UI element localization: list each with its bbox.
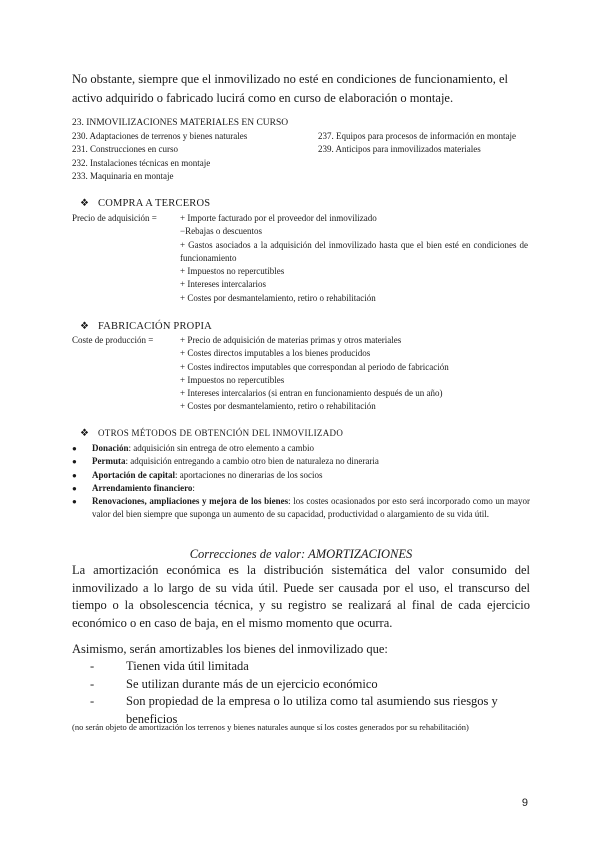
bullet-icon: ● — [72, 444, 77, 453]
list-item: + Costes por desmantelamiento, retiro o rehabilitación — [180, 401, 376, 412]
definition: : adquisición sin entrega de otro elemento a cambio — [128, 443, 314, 453]
list-item: + Intereses intercalarios (si entran en funcionamiento después de un año) — [180, 388, 443, 399]
amortizaciones-paragraph-1: La amortización económica es la distribución sistemática del valor consumido del inmovilizado a lo largo de su vida útil. Puede ser causada por el uso, el transcurso del tiempo o la obsolescencia técnica, y su registro se realizará al final de cada ejercicio económico o en caso de baja, en el mismo momento que ocurra. — [72, 563, 530, 630]
amortizaciones-title: Correcciones de valor: AMORTIZACIONES — [189, 547, 413, 561]
compra-title: COMPRA A TERCEROS — [98, 198, 211, 209]
dash-marker: - — [90, 694, 95, 708]
bullet-icon: ● — [72, 497, 77, 507]
amortizables-list — [72, 658, 530, 728]
term: Permuta — [92, 456, 126, 467]
diamond-icon: ❖ — [80, 198, 90, 209]
term: Aportación de capital — [92, 469, 175, 480]
term: Renovaciones, ampliaciones y mejora de los bienes — [92, 496, 289, 507]
diamond-icon: ❖ — [80, 321, 90, 332]
list-item: + Gastos asociados a la adquisición del inmovilizado hasta que el bien esté en condiciones de funcionamiento — [180, 239, 528, 263]
list-item — [72, 442, 530, 455]
list-item — [72, 658, 530, 676]
list-item: + Impuestos no repercutibles — [180, 374, 285, 385]
definition: : aportaciones no dinerarias de los socios — [175, 469, 323, 480]
list-item: + Costes directos imputables a los bienes producidos — [180, 348, 371, 359]
inmovilizaciones-left-list — [72, 130, 247, 183]
list-item: + Importe facturado por el proveedor del inmovilizado — [180, 213, 377, 223]
intro-paragraph: No obstante, siempre que el inmovilizado no esté en condiciones de funcionamiento, el activo adquirido o fabricado lucirá como en curso de elaboración o montaje. — [72, 72, 508, 105]
list-item — [72, 469, 530, 482]
list-item — [72, 676, 530, 694]
compra-label: Precio de adquisición = — [72, 213, 157, 223]
list-item: + Impuestos no repercutibles — [180, 266, 285, 277]
list-item: + Costes por desmantelamiento, retiro o rehabilitación — [180, 292, 376, 303]
inmovilizaciones-title: 23. INMOVILIZACIONES MATERIALES EN CURSO — [72, 118, 289, 128]
term: Donación — [92, 443, 129, 453]
diamond-icon: ❖ — [80, 428, 90, 439]
list-item — [72, 455, 530, 468]
list-item: 230. Adaptaciones de terrenos y bienes naturales — [72, 131, 248, 141]
compra-list — [180, 212, 528, 305]
term: Arrendamiento financiero — [92, 482, 193, 493]
list-item: 237. Equipos para procesos de información en montaje — [318, 131, 516, 141]
dash-marker: - — [90, 676, 95, 691]
list-item: 233. Maquinaria en montaje — [72, 170, 174, 181]
list-item: + Costes indirectos imputables que correspondan al periodo de fabricación — [180, 361, 449, 372]
fabricacion-heading — [80, 320, 212, 333]
list-item-text: Tienen vida útil limitada — [126, 659, 249, 673]
definition: : adquisición entregando a cambio otro bien de naturaleza no dineraria — [125, 456, 379, 467]
compra-heading — [80, 197, 210, 210]
bullet-icon: ● — [72, 470, 77, 480]
list-item-text: Son propiedad de la empresa o lo utiliza como tal asumiendo sus riesgos y beneficios — [126, 694, 498, 726]
fabricacion-list — [180, 334, 528, 414]
amortizaciones-note: (no serán objeto de amortización los terrenos y bienes naturales aunque sí los costes generados por su rehabilitación) — [72, 722, 469, 732]
bullet-icon: ● — [72, 457, 77, 467]
inmovilizaciones-right-list — [318, 130, 528, 157]
list-item: + Intereses intercalarios — [180, 279, 267, 290]
otros-heading — [80, 428, 343, 439]
definition: : los costes ocasionados por esto será incorporado como un mayor valor del bien siempre que suponga un aumento de su capacidad, productividad o alargamiento de su vida útil. — [92, 496, 530, 520]
list-item-text: Se utilizan durante más de un ejercicio económico — [126, 676, 378, 691]
page-number: 9 — [521, 797, 528, 809]
list-item: 239. Anticipos para inmovilizados materiales — [318, 144, 481, 155]
list-item: 232. Instalaciones técnicas en montaje — [72, 157, 211, 168]
list-item — [72, 495, 530, 522]
list-item: −Rebajas o descuentos — [180, 226, 263, 237]
amortizaciones-paragraph-2: Asimismo, serán amortizables los bienes del inmovilizado que: — [72, 642, 388, 656]
definition: : — [192, 482, 195, 493]
otros-list — [72, 442, 530, 522]
otros-title: OTROS MÉTODOS DE OBTENCIÓN DEL INMOVILIZADO — [98, 428, 344, 438]
list-item — [72, 482, 530, 495]
bullet-icon: ● — [72, 483, 77, 493]
list-item: 231. Construcciones en curso — [72, 144, 178, 155]
dash-marker: - — [90, 659, 95, 673]
fabricacion-title: FABRICACIÓN PROPIA — [98, 321, 212, 332]
fabricacion-label: Coste de producción = — [72, 335, 154, 345]
list-item: + Precio de adquisición de materias primas y otros materiales — [180, 335, 402, 345]
